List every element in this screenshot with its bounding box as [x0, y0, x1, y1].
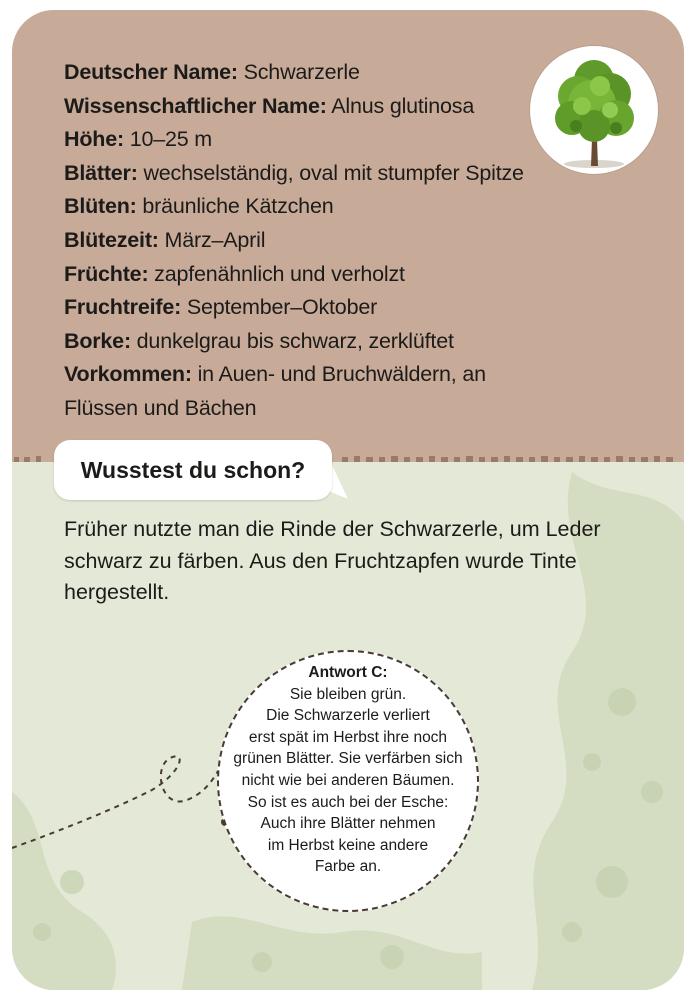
fact-height: Höhe: 10–25 m: [64, 127, 212, 152]
bubble-title: Wusstest du schon?: [80, 456, 306, 483]
answer-line: So ist es auch bei der Esche:: [247, 793, 449, 811]
fact-fruit-ripening: Fruchtreife: September–Oktober: [64, 295, 378, 320]
answer-line: nicht wie bei anderen Bäumen.: [241, 771, 455, 789]
answer-line: grünen Blätter. Sie verfärben sich: [233, 750, 463, 768]
answer-line: Sie bleiben grün.: [289, 685, 407, 703]
fact-list: [64, 56, 564, 426]
answer-line: erst spät im Herbst ihre noch: [248, 728, 448, 746]
answer-line: Farbe an.: [314, 858, 382, 876]
answer-text: [217, 662, 479, 878]
tree-icon: [530, 46, 658, 174]
answer-line: Die Schwarzerle verliert: [266, 707, 430, 725]
answer-line: im Herbst keine andere: [267, 836, 429, 854]
fact-scientific-name: Wissenschaftlicher Name: Alnus glutinosa: [64, 93, 475, 118]
fact-german-name: Deutscher Name: Schwarzerle: [64, 60, 360, 84]
fact-fruits: Früchte: zapfenähnlich und verholzt: [64, 261, 405, 286]
fact-card: [12, 10, 684, 990]
answer-line: Auch ihre Blätter nehmen: [260, 815, 436, 833]
fact-blossom-time: Blütezeit: März–April: [64, 227, 266, 252]
tree-badge: [530, 46, 658, 174]
info-text: Früher nutzte man die Rinde der Schwarzerle, um Leder schwarz zu färben. Aus den Fruchtzapfen wurde Tinte hergestellt.: [64, 517, 601, 604]
fact-bark: Borke: dunkelgrau bis schwarz, zerklüftet: [64, 328, 454, 353]
fact-blossoms: Blüten: bräunliche Kätzchen: [64, 194, 334, 219]
fact-occurrence: Vorkommen: in Auen- und Bruchwäldern, an Flüssen und Bächen: [64, 362, 486, 420]
fact-leaves: Blätter: wechselständig, oval mit stumpfer Spitze: [64, 160, 524, 185]
speech-bubble: [54, 440, 332, 500]
answer-title: Antwort C:: [308, 664, 388, 681]
